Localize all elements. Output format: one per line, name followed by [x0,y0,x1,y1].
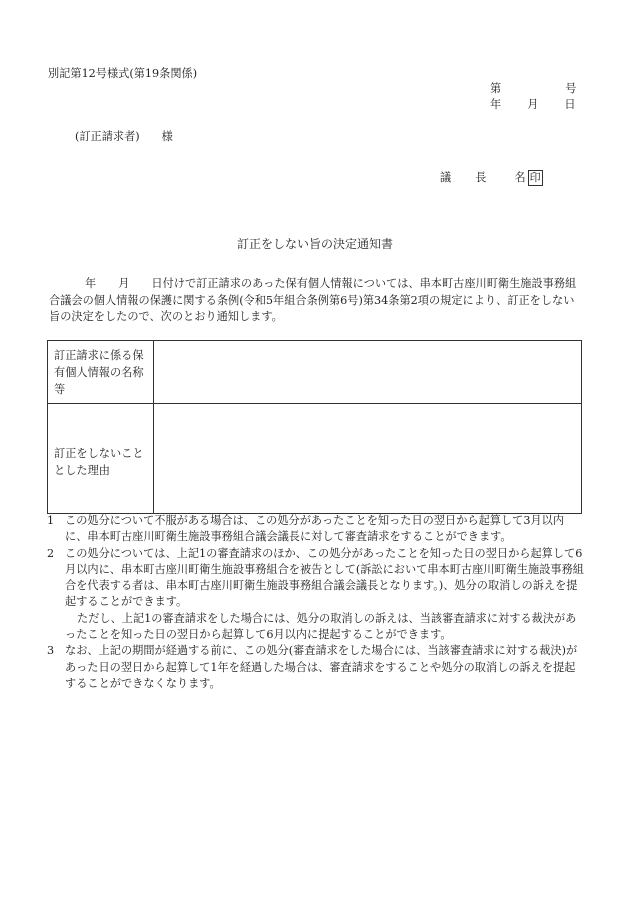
sender-line [440,170,543,186]
date-month: 月 [527,98,539,111]
note-text: この処分について不服がある場合は、この処分があったことを知った日の翌日から起算して3月以内に、串本町古座川町衛生施設事務組合議会議長に対して審査請求をすることができます。 [65,514,565,544]
date-line [490,97,576,113]
number-label: 第 [490,82,502,95]
body-paragraph [49,276,585,326]
notes-list [47,513,585,692]
row1-label: 訂正請求に係る保有個人情報の名称等 [48,341,154,404]
note-number: 2 [47,546,55,560]
note-item [47,546,585,644]
date-day: 日 [564,98,576,111]
row1-value [154,341,582,404]
document-title: 訂正をしない旨の決定通知書 [236,237,393,251]
note-text-proviso: ただし、上記1の審査請求をした場合には、処分の取消しの訴えは、当該審査請求に対する裁決があったことを知った日の翌日から起算して6月以内に提起することができます。 [65,611,577,642]
note-item [47,513,585,546]
note-item [47,643,585,692]
addressee-line [75,129,173,145]
form-label: 別記第12号様式(第19条関係) [48,67,198,80]
date-year: 年 [490,98,502,111]
chair-char-1: 議 [440,171,452,184]
table-row [48,341,582,404]
name-label: 名 [514,171,526,184]
document-number-line [490,81,576,97]
note-text: なお、上記の期間が経過する前に、この処分(審査請求をした場合には、当該審査請求に対する裁決)があった日の翌日から起算して1年を経過した場合は、審査請求をすることや処分の取消しの訴えを提起することができなくなります。 [65,644,578,690]
row2-value [154,404,582,514]
number-suffix: 号 [565,82,577,95]
seal-mark: 印 [529,171,541,184]
requester-label: (訂正請求者) [75,130,140,143]
note-number: 1 [47,514,55,527]
body-month: 月 [118,277,130,290]
note-text: この処分については、上記1の審査請求のほか、この処分があったことを知った日の翌日から起算して6月以内に、串本町古座川町衛生施設事務組合を被告として(訴訟において串本町古座川町衛生施設事務組合を代表する者は、串本町古座川町衛生施設事務組合議会議長となります。)、処分の取消しの訴えを提起することができます。 [65,546,584,609]
body-text: 日付けで訂正請求のあった保有個人情報については、串本町古座川町衛生施設事務組合議会の個人情報の保護に関する条例(令和5年組合条例第6号)第34条第2項の規定により、訂正をしない旨の決定をしたので、次のとおり通知します。 [49,277,577,323]
chair-char-2: 長 [475,171,487,184]
body-year: 年 [85,277,97,290]
honorific: 様 [161,130,173,143]
row2-label: 訂正をしないこととした理由 [48,404,154,514]
note-number: 3 [47,644,55,658]
info-table [47,340,582,514]
table-row [48,404,582,514]
